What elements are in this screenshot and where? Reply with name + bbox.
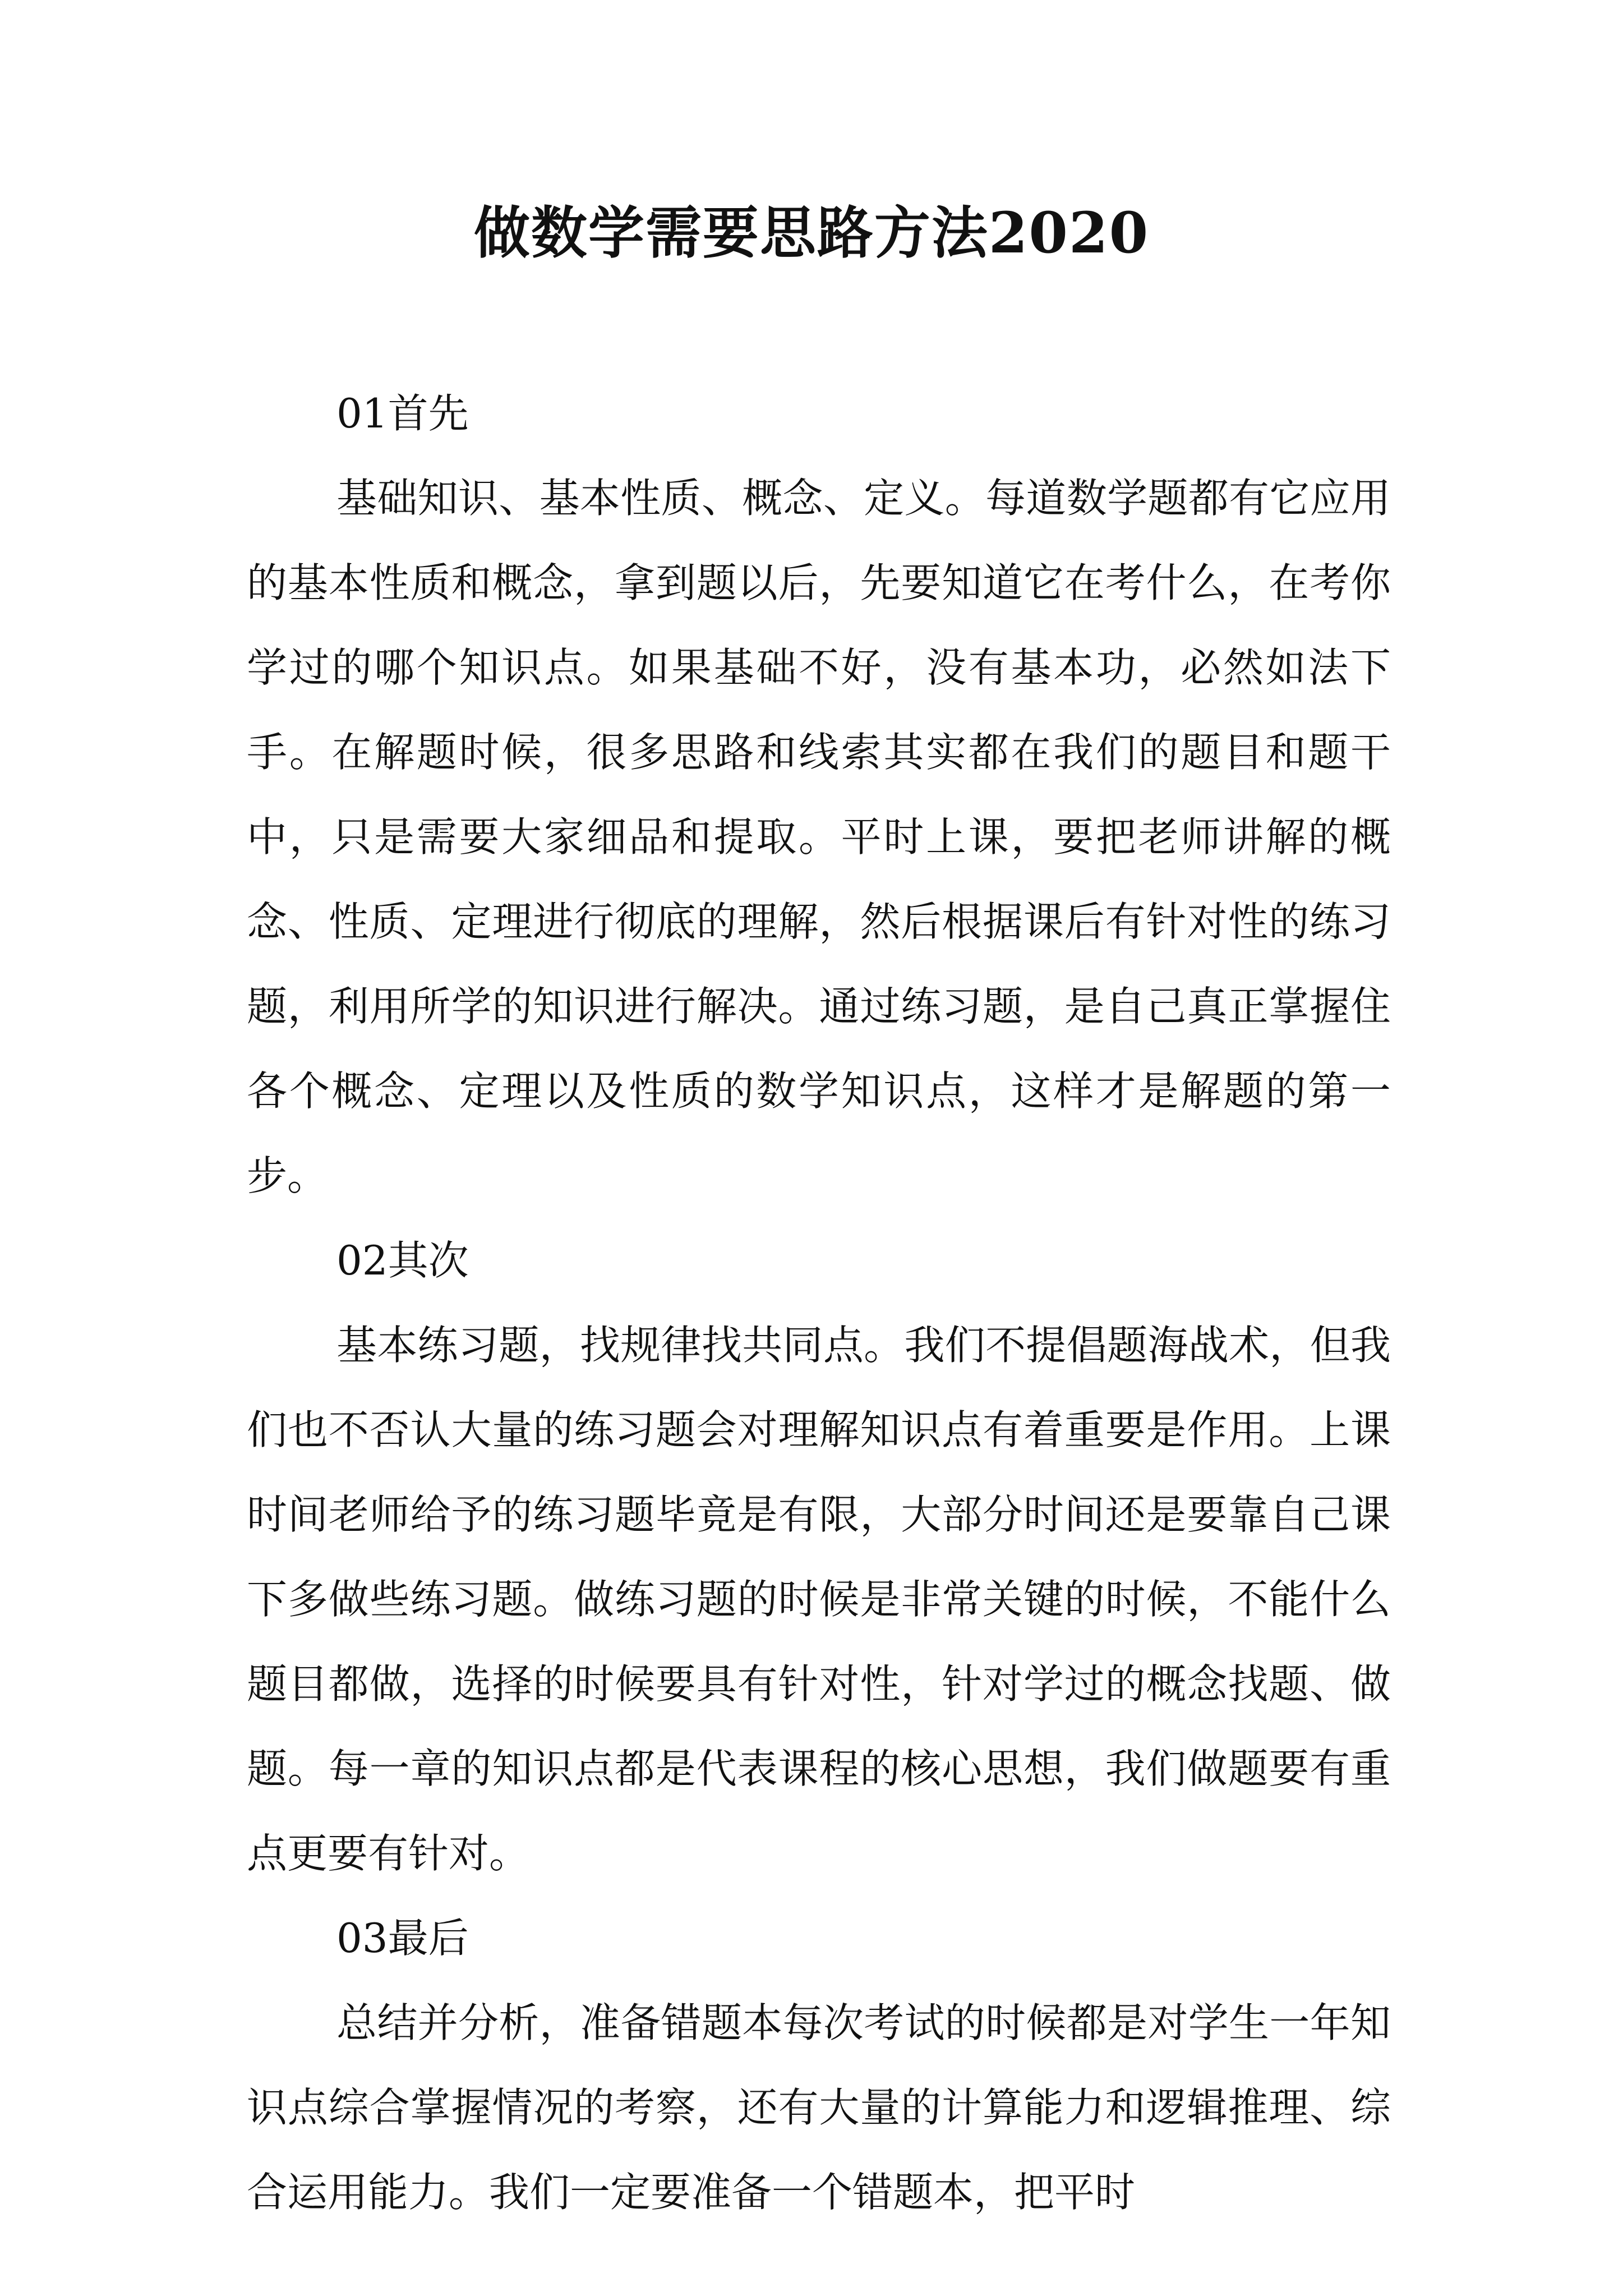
- document-body: [247, 371, 1391, 2235]
- section-paragraph-3: 总结并分析，准备错题本每次考试的时候都是对学生一年知识点综合掌握情况的考察，还有大量的计算能力和逻辑推理、综合运用能力。我们一定要准备一个错题本，把平时: [247, 1999, 1391, 2216]
- document-title: 做数学需要思路方法2020: [473, 200, 1150, 266]
- section-heading-1: 01首先: [336, 390, 469, 437]
- section-paragraph-2: 基本练习题，找规律找共同点。我们不提倡题海战术，但我们也不否认大量的练习题会对理解知识点有着重要是作用。上课时间老师给予的练习题毕竟是有限，大部分时间还是要靠自己课下多做些练习题。做练习题的时候是非常关键的时候，不能什么题目都做，选择的时候要具有针对性，针对学过的概念找题、做题。每一章的知识点都是代表课程的核心思想，我们做题要有重点更要有针对。: [247, 1322, 1391, 1877]
- section-heading-2: 02其次: [336, 1237, 469, 1284]
- section-paragraph-1: 基础知识、基本性质、概念、定义。每道数学题都有它应用的基本性质和概念，拿到题以后，先要知道它在考什么，在考你学过的哪个知识点。如果基础不好，没有基本功，必然如法下手。在解题时候，很多思路和线索其实都在我们的题目和题干中，只是需要大家细品和提取。平时上课，要把老师讲解的概念、性质、定理进行彻底的理解，然后根据课后有针对性的练习题，利用所学的知识进行解决。通过练习题，是自己真正掌握住各个概念、定理以及性质的数学知识点，这样才是解题的第一步。: [247, 475, 1391, 1199]
- section-heading-3: 03最后: [336, 1915, 469, 1962]
